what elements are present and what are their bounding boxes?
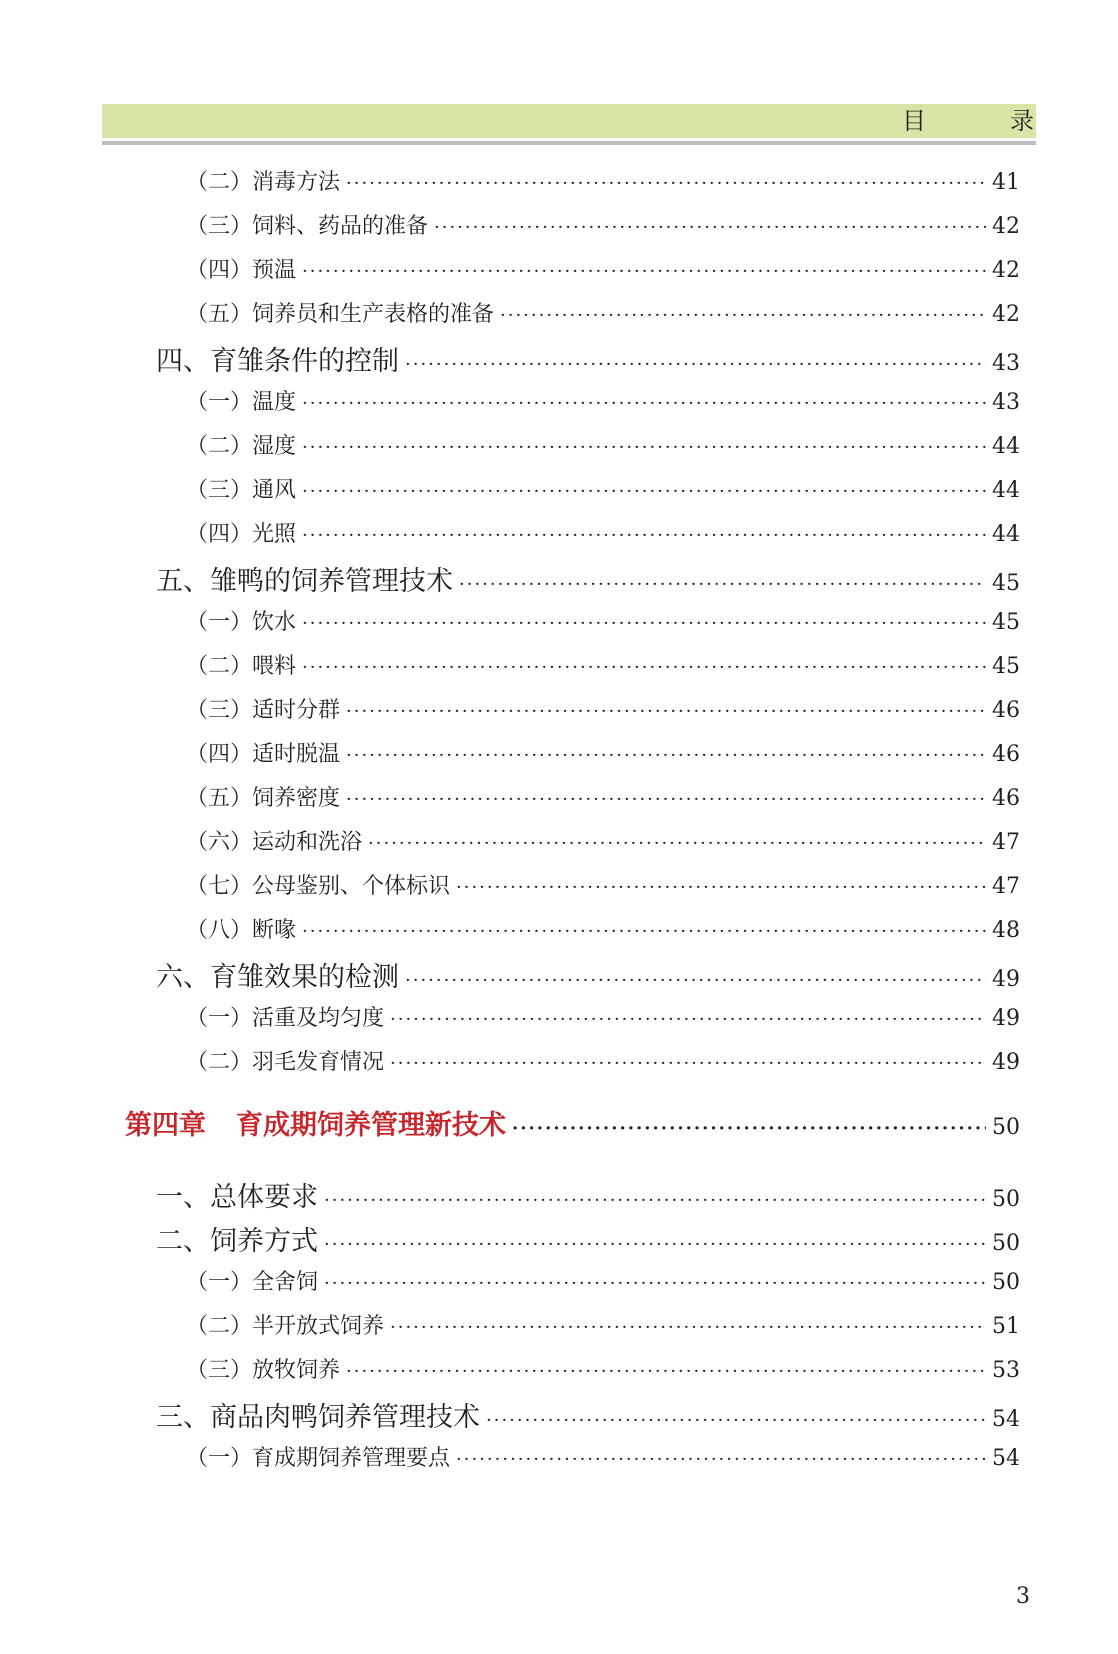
dot-leader: [405, 354, 986, 375]
toc-subsection-entry[interactable]: [186, 165, 1020, 196]
toc-page-number: 47: [992, 874, 1020, 899]
toc-entry-label: （三）通风: [186, 478, 297, 503]
toc-page-number: 45: [992, 610, 1020, 635]
toc-subsection-entry[interactable]: [186, 1045, 1020, 1076]
toc-subsection-entry[interactable]: [186, 1353, 1020, 1384]
toc-entry-label: 六、育雏效果的检测: [156, 962, 399, 993]
toc-subsection-entry[interactable]: [186, 869, 1020, 900]
toc-subsection-entry[interactable]: [186, 209, 1020, 240]
dot-leader: [390, 1053, 986, 1074]
dot-leader: [302, 525, 986, 546]
toc-entry-label: （四）适时脱温: [186, 742, 341, 767]
toc-page-number: 46: [992, 742, 1020, 767]
toc-subsection-entry[interactable]: [186, 825, 1020, 856]
dot-leader: [390, 1317, 986, 1338]
dot-leader: [302, 921, 986, 942]
dot-leader: [434, 217, 986, 238]
toc-section-entry[interactable]: [156, 1175, 1020, 1214]
toc-entry-label: （二）喂料: [186, 654, 297, 679]
toc-page-number: 46: [992, 786, 1020, 811]
toc-subsection-entry[interactable]: [186, 649, 1020, 680]
toc-entry-label: （六）运动和洗浴: [186, 830, 363, 855]
toc-entry-label: （二）半开放式饲养: [186, 1314, 385, 1339]
dot-leader: [486, 1410, 986, 1431]
toc-entry-label: 二、饲养方式: [156, 1226, 318, 1257]
toc-entry-label: 四、育雏条件的控制: [156, 346, 399, 377]
page-number: 3: [1016, 1584, 1030, 1609]
toc-subsection-entry[interactable]: [186, 385, 1020, 416]
toc-page-number: 45: [992, 571, 1020, 596]
dot-leader: [456, 1449, 986, 1470]
toc-entry-label: （二）羽毛发育情况: [186, 1050, 385, 1075]
dot-leader: [346, 745, 986, 766]
running-header-title: 目 录: [902, 107, 1064, 135]
toc-subsection-entry[interactable]: [186, 1001, 1020, 1032]
dot-leader: [302, 437, 986, 458]
toc-subsection-entry[interactable]: [186, 1441, 1020, 1472]
header-band: [102, 104, 1036, 138]
toc-page-number: 42: [992, 214, 1020, 239]
toc-page-number: 54: [992, 1446, 1020, 1471]
toc-entry-label: （四）光照: [186, 522, 297, 547]
toc-page-number: 54: [992, 1407, 1020, 1432]
toc-entry-label: 三、商品肉鸭饲养管理技术: [156, 1402, 480, 1433]
dot-leader: [302, 393, 986, 414]
toc-page-number: 44: [992, 522, 1020, 547]
toc-page-number: 49: [992, 967, 1020, 992]
toc-section-entry[interactable]: [156, 339, 1020, 378]
toc-subsection-entry[interactable]: [186, 473, 1020, 504]
toc-subsection-entry[interactable]: [186, 1265, 1020, 1296]
chapter-title: 育成期饲养管理新技术: [236, 1110, 506, 1141]
toc-page-number: 50: [992, 1231, 1020, 1256]
toc-subsection-entry[interactable]: [186, 297, 1020, 328]
toc-entry-label: （四）预温: [186, 258, 297, 283]
toc-subsection-entry[interactable]: [186, 1309, 1020, 1340]
toc-subsection-entry[interactable]: [186, 429, 1020, 460]
toc-chapter-entry[interactable]: [125, 1103, 1020, 1142]
toc-entry-label: 五、雏鸭的饲养管理技术: [156, 566, 453, 597]
toc-page-number: 50: [992, 1115, 1020, 1140]
toc-page-number: 48: [992, 918, 1020, 943]
toc-subsection-entry[interactable]: [186, 781, 1020, 812]
dot-leader: [346, 789, 986, 810]
toc-entry-label: （一）育成期饲养管理要点: [186, 1446, 451, 1471]
toc-subsection-entry[interactable]: [186, 737, 1020, 768]
dot-leader: [324, 1190, 986, 1211]
toc-entry-label: （二）消毒方法: [186, 170, 341, 195]
toc-entry-label: （一）饮水: [186, 610, 297, 635]
toc-page-number: 45: [992, 654, 1020, 679]
toc-entry-label: （三）放牧饲养: [186, 1358, 341, 1383]
toc-page-number: 50: [992, 1270, 1020, 1295]
dot-leader: [500, 305, 986, 326]
toc-page-number: 51: [992, 1314, 1020, 1339]
dot-leader: [512, 1118, 986, 1139]
dot-leader: [302, 481, 986, 502]
toc-entry-label: 一、总体要求: [156, 1182, 318, 1213]
dot-leader: [456, 877, 986, 898]
dot-leader: [459, 574, 986, 595]
toc-entry-label: （五）饲养密度: [186, 786, 341, 811]
dot-leader: [324, 1273, 986, 1294]
dot-leader: [405, 970, 986, 991]
toc-subsection-entry[interactable]: [186, 517, 1020, 548]
dot-leader: [324, 1234, 986, 1255]
toc-subsection-entry[interactable]: [186, 605, 1020, 636]
toc-entry-label: （一）全舍饲: [186, 1270, 319, 1295]
toc-subsection-entry[interactable]: [186, 693, 1020, 724]
toc-subsection-entry[interactable]: [186, 253, 1020, 284]
dot-leader: [368, 833, 986, 854]
toc-page-number: 47: [992, 830, 1020, 855]
toc-page-number: 43: [992, 390, 1020, 415]
header-rule: [102, 141, 1036, 145]
toc-entry-label: （七）公母鉴别、个体标识: [186, 874, 451, 899]
toc-section-entry[interactable]: [156, 1395, 1020, 1434]
toc-page-number: 49: [992, 1006, 1020, 1031]
dot-leader: [390, 1009, 986, 1030]
toc-entry-label: （三）饲料、药品的准备: [186, 214, 429, 239]
dot-leader: [302, 657, 986, 678]
toc-entry-label: （一）温度: [186, 390, 297, 415]
toc-entry-label: （一）活重及均匀度: [186, 1006, 385, 1031]
dot-leader: [346, 701, 986, 722]
toc-entry-label: （八）断喙: [186, 918, 297, 943]
toc-entry-label: [125, 1103, 506, 1142]
toc-subsection-entry[interactable]: [186, 913, 1020, 944]
toc-page-number: 42: [992, 302, 1020, 327]
toc-page-number: 50: [992, 1187, 1020, 1212]
toc-page-number: 49: [992, 1050, 1020, 1075]
dot-leader: [302, 613, 986, 634]
dot-leader: [346, 173, 986, 194]
toc-page-number: 41: [992, 170, 1020, 195]
dot-leader: [346, 1361, 986, 1382]
toc-section-entry[interactable]: [156, 1219, 1020, 1258]
toc-page-number: 53: [992, 1358, 1020, 1383]
toc-entry-label: （三）适时分群: [186, 698, 341, 723]
chapter-number: 第四章: [125, 1110, 206, 1141]
toc-section-entry[interactable]: [156, 559, 1020, 598]
toc-entry-label: （五）饲养员和生产表格的准备: [186, 302, 495, 327]
toc-page-number: 44: [992, 478, 1020, 503]
toc-page-number: 44: [992, 434, 1020, 459]
toc-page-number: 46: [992, 698, 1020, 723]
toc-page-number: 42: [992, 258, 1020, 283]
toc-entry-label: （二）湿度: [186, 434, 297, 459]
dot-leader: [302, 261, 986, 282]
toc-page-number: 43: [992, 351, 1020, 376]
toc-section-entry[interactable]: [156, 955, 1020, 994]
